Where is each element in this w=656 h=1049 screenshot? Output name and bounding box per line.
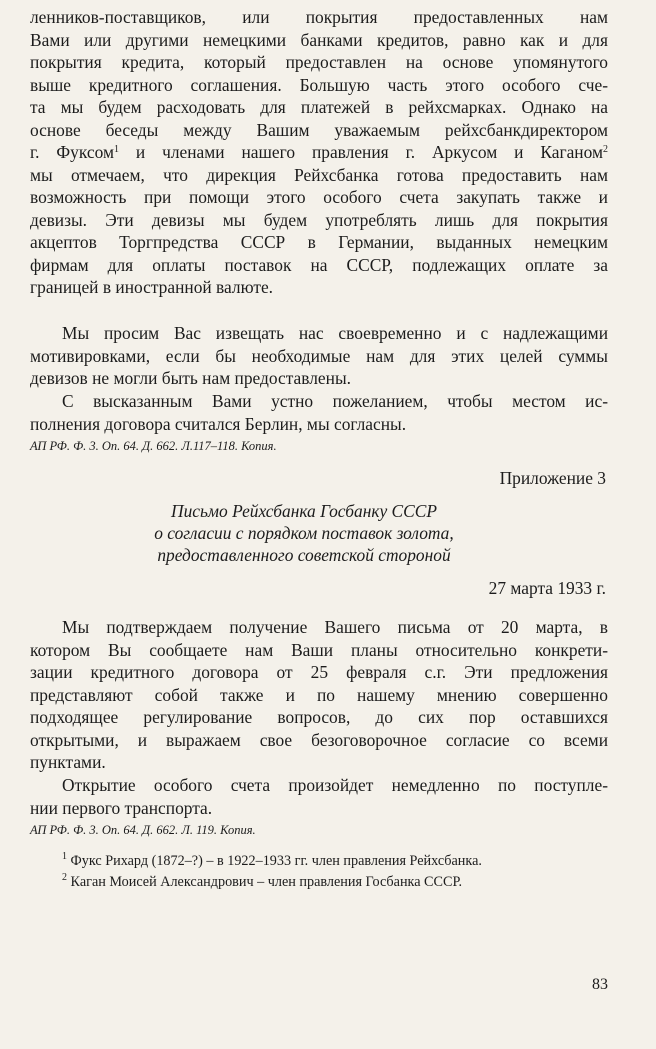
- text-line: мотивировками, если бы необходимые нам для этих целей суммы: [30, 345, 608, 366]
- footnote-number: 1: [62, 851, 67, 862]
- text-line: пунктами.: [30, 752, 106, 772]
- text-line: Вами или другими немецкими банками кредитов, равно как и для: [30, 29, 608, 50]
- text-line: фирмам для оплаты поставок на СССР, подлежащих оплате за: [30, 254, 608, 275]
- archive-source-1: АП РФ. Ф. 3. Оп. 64. Д. 662. Л.117–118. Копия.: [30, 439, 277, 453]
- text-line: возможность при помощи этого особого счета закупать также и: [30, 187, 608, 207]
- letter-title: [30, 500, 578, 566]
- page-number: 83: [592, 976, 608, 993]
- archive-source-2: АП РФ. Ф. 3. Оп. 64. Д. 662. Л. 119. Копия.: [30, 823, 256, 837]
- text-line: ленников-поставщиков, или покрытия предоставленных нам: [30, 7, 608, 27]
- text-line: открытыми, и выражаем свое безоговорочное согласие со всеми: [30, 729, 608, 750]
- text-line: мы отмечаем, что дирекция Рейхсбанка готова предоставить нам: [30, 164, 608, 185]
- text-fragment: г. Фуксом: [30, 142, 114, 162]
- text-line: Мы просим Вас извещать нас своевременно и с надлежащими: [62, 323, 608, 343]
- text-line: покрытия кредита, который предоставлен на основе упомянутого: [30, 52, 608, 72]
- paragraph-1: [30, 6, 608, 299]
- footnote-2: [62, 873, 622, 892]
- text-line: девизов не могли быть нам предоставлены.: [30, 368, 351, 388]
- text-line-with-footnotes: [30, 141, 608, 164]
- letter-date: 27 марта 1933 г.: [488, 578, 606, 598]
- text-line: зации кредитного договора от 25 февраля с.г. Эти предложения: [30, 662, 608, 682]
- footnote-text: Каган Моисей Александрович – член правления Госбанка СССР.: [70, 874, 463, 890]
- text-line: основе беседы между Вашим уважаемым рейхсбанкдиректором: [30, 119, 608, 140]
- text-line: Открытие особого счета произойдет немедленно по поступле-: [62, 775, 608, 795]
- footnote-text: Фукс Рихард (1872–?) – в 1922–1933 гг. член правления Рейхсбанка.: [70, 853, 482, 869]
- appendix-number: Приложение 3: [499, 468, 606, 488]
- footnote-ref-2: 2: [603, 144, 608, 155]
- text-line: та мы будем расходовать для платежей в рейхсмарках. Однако на: [30, 97, 608, 117]
- text-fragment: и членами нашего правления г. Аркусом и Каганом: [135, 142, 603, 162]
- text-line: границей в иностранной валюте.: [30, 277, 274, 297]
- text-line: нии первого транспорта.: [30, 797, 213, 818]
- footnote-1: [62, 852, 622, 871]
- text-line: представляют собой также и по нашему мнению совершенно: [30, 684, 608, 705]
- footnote-ref-1: 1: [113, 144, 119, 155]
- text-line: акцептов Торгпредства СССР в Германии, выданных немецким: [30, 232, 608, 252]
- paragraph-3: [30, 390, 608, 435]
- text-line: выше кредитного соглашения. Большую часть этого особого сче-: [30, 74, 608, 95]
- paragraph-4: [30, 616, 608, 774]
- text-line: полнения договора считался Берлин, мы согласны.: [30, 413, 407, 434]
- title-line: Письмо Рейхсбанка Госбанку СССР: [171, 501, 437, 521]
- title-line: предоставленного советской стороной: [157, 545, 451, 565]
- text-line: подходящее регулирование вопросов, до сих пор оставшихся: [30, 707, 608, 727]
- title-line: о согласии с порядком поставок золота,: [154, 523, 454, 543]
- text-line: девизы. Эти девизы мы будем употреблять лишь для покрытия: [30, 209, 608, 230]
- text-line: С высказанным Вами устно пожеланием, чтобы местом ис-: [62, 391, 608, 411]
- text-line: Мы подтверждаем получение Вашего письма от 20 марта, в: [62, 617, 608, 637]
- paragraph-2: [30, 322, 608, 390]
- paragraph-5: [30, 774, 608, 819]
- footnote-number: 2: [62, 872, 67, 883]
- text-line: котором Вы сообщаете нам Ваши планы относительно конкрети-: [30, 639, 608, 660]
